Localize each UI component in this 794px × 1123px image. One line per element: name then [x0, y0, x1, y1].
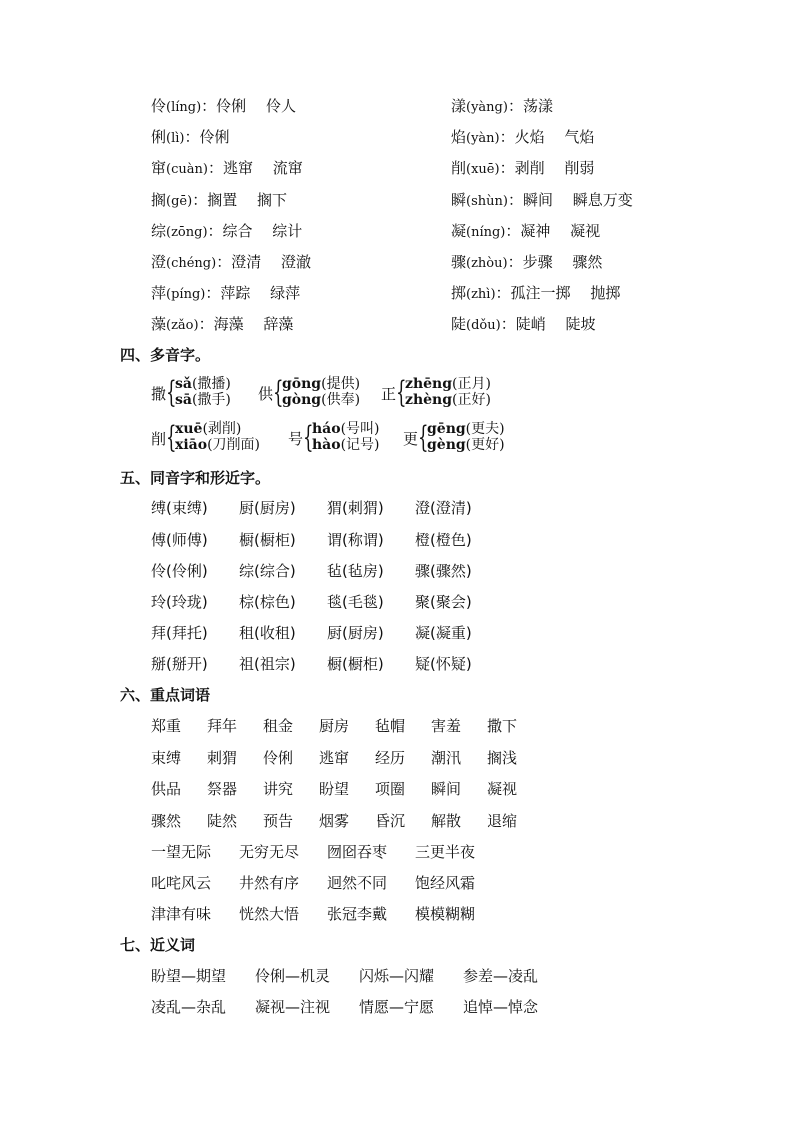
key-word: 骤然 — [151, 812, 182, 830]
polyphone-group — [258, 374, 368, 414]
key-word: 逃窜 — [319, 749, 350, 767]
similar-char-item: 橙(橙色) — [415, 531, 472, 549]
idiom: 三更半夜 — [415, 843, 476, 861]
synonym-pair: 凝视—注视 — [255, 998, 331, 1016]
polyphone-reading: hào(记号) — [312, 437, 380, 453]
polyphone-char: 撒 — [151, 385, 167, 403]
idiom: 恍然大悟 — [239, 905, 300, 923]
section-heading-similar-chars: 五、同音字和形近字。 — [120, 469, 271, 487]
brace-symbol: { — [418, 420, 429, 455]
similar-char-item: 毡(毡房) — [327, 562, 384, 580]
synonym-pair: 凌乱—杂乱 — [151, 998, 227, 1016]
similar-char-item: 玲(玲珑) — [151, 593, 208, 611]
idiom: 井然有序 — [239, 874, 300, 892]
brace-symbol: { — [166, 420, 177, 455]
idiom: 囫囵吞枣 — [327, 843, 388, 861]
polyphone-reading: gòng(供奉) — [282, 392, 361, 408]
polyphone-char: 削 — [151, 430, 167, 448]
key-word: 供品 — [151, 780, 182, 798]
key-word: 刺猬 — [207, 749, 238, 767]
polyphone-reading: zhèng(正好) — [405, 392, 491, 408]
similar-char-item: 澄(澄清) — [415, 499, 472, 517]
section-heading-synonyms: 七、近义词 — [120, 936, 196, 954]
key-word: 讲究 — [263, 780, 294, 798]
polyphone-reading: háo(号叫) — [312, 421, 380, 437]
key-word: 郑重 — [151, 717, 182, 735]
similar-char-item: 凝(凝重) — [415, 624, 472, 642]
similar-char-item: 橱(橱柜) — [327, 655, 384, 673]
polyphone-reading: gōng(提供) — [282, 376, 361, 392]
char-entry: 焰(yàn)：火焰 气焰 — [451, 128, 595, 146]
polyphone-reading: sā(撒手) — [175, 392, 231, 408]
similar-char-item: 祖(祖宗) — [239, 655, 296, 673]
similar-char-item: 骤(骤然) — [415, 562, 472, 580]
char-entry: 掷(zhì)：孤注一掷 抛掷 — [451, 284, 621, 302]
char-entry: 伶(líng)：伶俐 伶人 — [151, 97, 296, 115]
polyphone-char: 更 — [403, 430, 419, 448]
key-word: 凝视 — [487, 780, 518, 798]
similar-char-item: 综(综合) — [239, 562, 296, 580]
idiom: 模模糊糊 — [415, 905, 476, 923]
char-entry: 搁(gē)：搁置 搁下 — [151, 191, 287, 209]
brace-symbol: { — [166, 375, 177, 410]
key-word: 盼望 — [319, 780, 350, 798]
polyphone-group — [381, 374, 501, 414]
brace-symbol: { — [303, 420, 314, 455]
char-entry: 综(zōng)：综合 综计 — [151, 222, 303, 240]
similar-char-item: 伶(伶俐) — [151, 562, 208, 580]
brace-symbol: { — [273, 375, 284, 410]
polyphone-group — [151, 419, 271, 459]
polyphone-char: 号 — [288, 430, 304, 448]
brace-symbol: { — [396, 375, 407, 410]
similar-char-item: 厨(厨房) — [239, 499, 296, 517]
idiom: 迥然不同 — [327, 874, 388, 892]
synonym-pair: 追悼—悼念 — [463, 998, 539, 1016]
polyphone-reading: zhēng(正月) — [405, 376, 491, 392]
key-word: 搁浅 — [487, 749, 518, 767]
similar-char-item: 傅(师傅) — [151, 531, 208, 549]
char-entry: 陡(dǒu)：陡峭 陡坡 — [451, 315, 596, 333]
key-word: 昏沉 — [375, 812, 406, 830]
key-word: 伶俐 — [263, 749, 294, 767]
similar-char-item: 谓(称谓) — [327, 531, 384, 549]
char-entry: 澄(chéng)：澄清 澄澈 — [151, 253, 311, 271]
similar-char-item: 聚(聚会) — [415, 593, 472, 611]
idiom: 张冠李戴 — [327, 905, 388, 923]
key-word: 预告 — [263, 812, 294, 830]
polyphone-char: 正 — [381, 385, 397, 403]
section-heading-key-words: 六、重点词语 — [120, 686, 211, 704]
polyphone-group — [403, 419, 513, 459]
key-word: 解散 — [431, 812, 462, 830]
idiom: 津津有味 — [151, 905, 212, 923]
key-word: 瞬间 — [431, 780, 462, 798]
similar-char-item: 猬(刺猬) — [327, 499, 384, 517]
char-entry: 俐(lì)：伶俐 — [151, 128, 230, 146]
key-word: 项圈 — [375, 780, 406, 798]
similar-char-item: 租(收租) — [239, 624, 296, 642]
char-entry: 凝(níng)：凝神 凝视 — [451, 222, 601, 240]
key-word: 束缚 — [151, 749, 182, 767]
similar-char-item: 疑(怀疑) — [415, 655, 472, 673]
polyphone-reading: xuē(剥削) — [175, 421, 242, 437]
key-word: 经历 — [375, 749, 406, 767]
char-entry: 削(xuē)：剥削 削弱 — [451, 159, 595, 177]
polyphone-group — [288, 419, 388, 459]
char-entry: 窜(cuàn)：逃窜 流窜 — [151, 159, 303, 177]
key-word: 祭器 — [207, 780, 238, 798]
similar-char-item: 拜(拜托) — [151, 624, 208, 642]
key-word: 潮汛 — [431, 749, 462, 767]
key-word: 陡然 — [207, 812, 238, 830]
polyphone-reading: gèng(更好) — [427, 437, 505, 453]
similar-char-item: 掰(掰开) — [151, 655, 208, 673]
key-word: 拜年 — [207, 717, 238, 735]
idiom: 叱咤风云 — [151, 874, 212, 892]
key-word: 害羞 — [431, 717, 462, 735]
similar-char-item: 厨(厨房) — [327, 624, 384, 642]
synonym-pair: 参差—凌乱 — [463, 967, 539, 985]
similar-char-item: 毯(毛毯) — [327, 593, 384, 611]
polyphone-group — [151, 374, 246, 414]
idiom: 一望无际 — [151, 843, 212, 861]
similar-char-item: 橱(橱柜) — [239, 531, 296, 549]
char-entry: 萍(píng)：萍踪 绿萍 — [151, 284, 301, 302]
synonym-pair: 情愿—宁愿 — [359, 998, 435, 1016]
key-word: 撒下 — [487, 717, 518, 735]
polyphone-reading: xiāo(刀削面) — [175, 437, 261, 453]
synonym-pair: 闪烁—闪耀 — [359, 967, 435, 985]
key-word: 毡帽 — [375, 717, 406, 735]
key-word: 厨房 — [319, 717, 350, 735]
idiom: 无穷无尽 — [239, 843, 300, 861]
idiom: 饱经风霜 — [415, 874, 476, 892]
key-word: 退缩 — [487, 812, 518, 830]
polyphone-reading: gēng(更夫) — [427, 421, 505, 437]
polyphone-char: 供 — [258, 385, 274, 403]
synonym-pair: 盼望—期望 — [151, 967, 227, 985]
similar-char-item: 缚(束缚) — [151, 499, 208, 517]
key-word: 烟雾 — [319, 812, 350, 830]
key-word: 租金 — [263, 717, 294, 735]
polyphone-reading: sǎ(撒播) — [175, 376, 231, 392]
synonym-pair: 伶俐—机灵 — [255, 967, 331, 985]
char-entry: 漾(yàng)：荡漾 — [451, 97, 553, 115]
section-heading-polyphones: 四、多音字。 — [120, 346, 211, 364]
char-entry: 瞬(shùn)：瞬间 瞬息万变 — [451, 191, 633, 209]
char-entry: 骤(zhòu)：步骤 骤然 — [451, 253, 603, 271]
char-entry: 藻(zǎo)：海藻 辞藻 — [151, 315, 294, 333]
similar-char-item: 棕(棕色) — [239, 593, 296, 611]
